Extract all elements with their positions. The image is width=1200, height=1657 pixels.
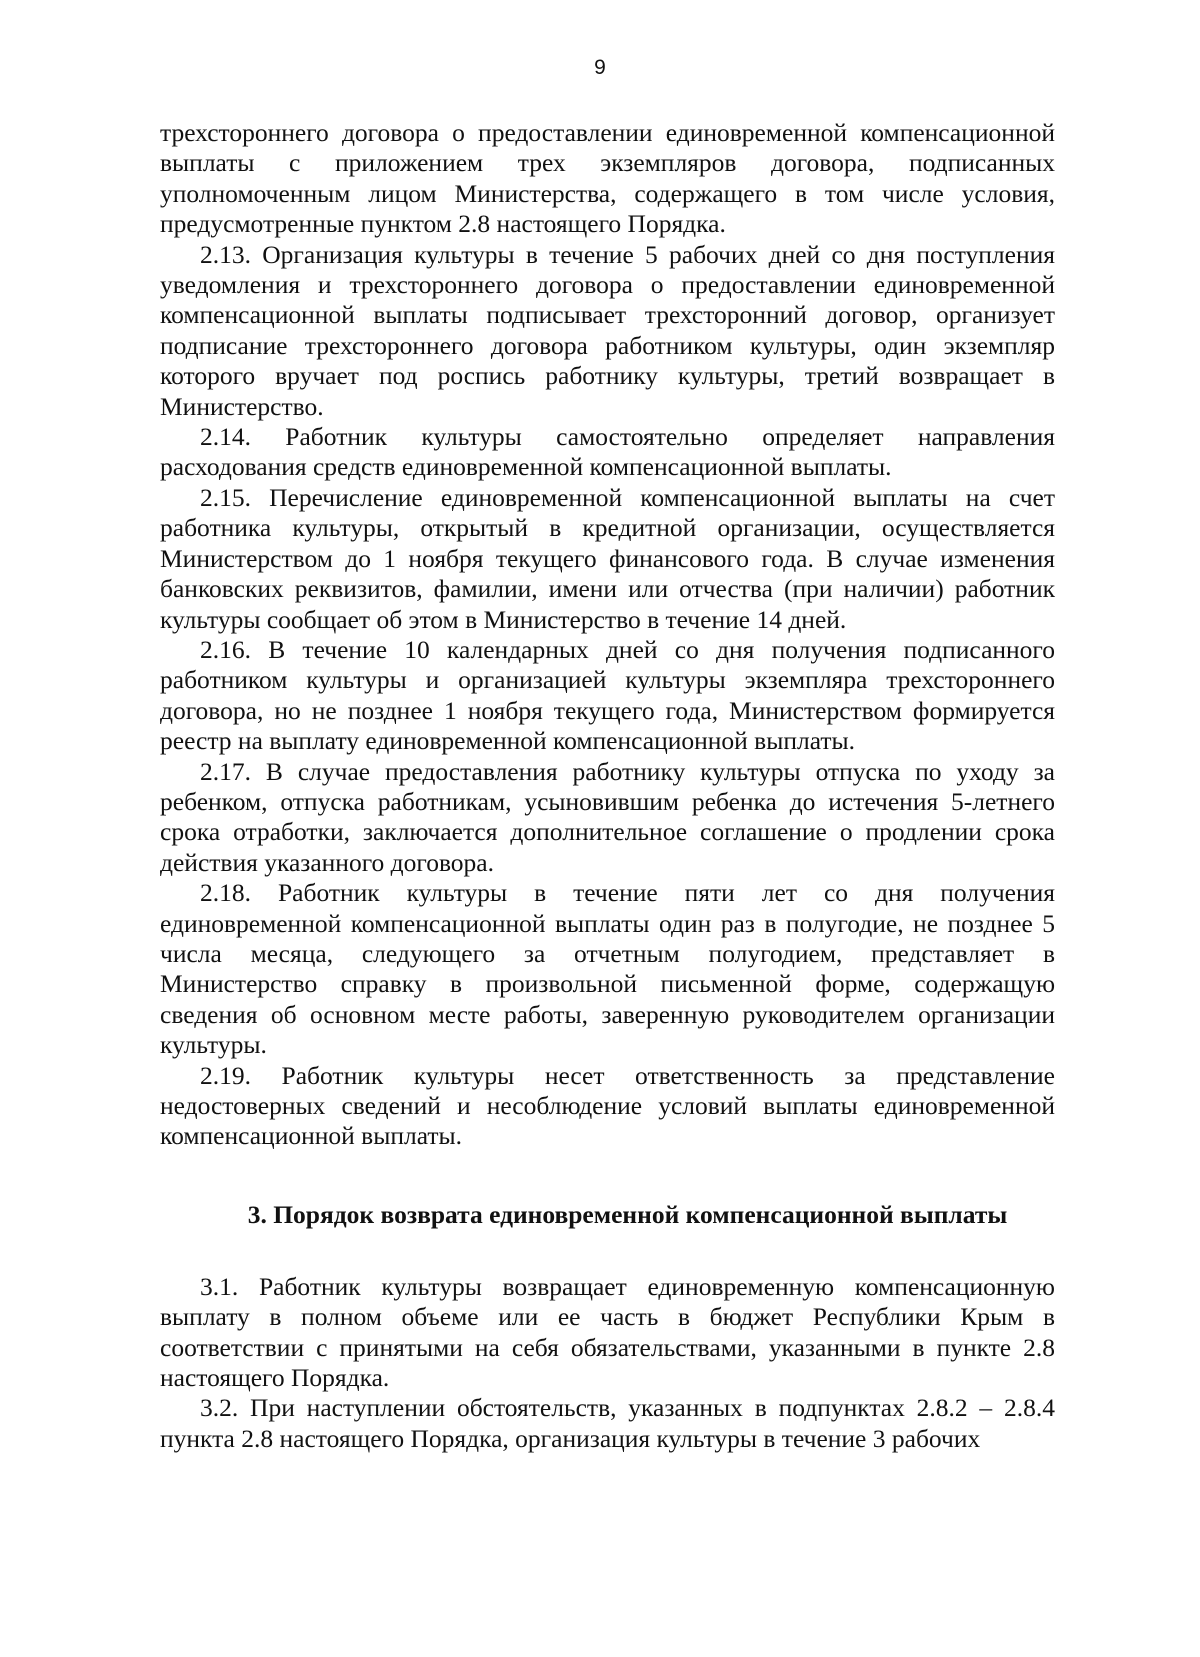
page-number: 9 bbox=[594, 56, 606, 79]
paragraph-3-2: 3.2. При наступлении обстоятельств, указанных в подпунктах 2.8.2 – 2.8.4 пункта 2.8 настоящего Порядка, организация культуры в течение 3 рабочих bbox=[160, 1393, 1055, 1453]
paragraph-2-17: 2.17. В случае предоставления работнику культуры отпуска по уходу за ребенком, отпуска работникам, усыновившим ребенка до истечения 5-летнего срока отработки, заключается дополнительное соглашение о продлении срока действия указанного договора. bbox=[160, 756, 1055, 877]
paragraph-2-19: 2.19. Работник культуры несет ответственность за представление недостоверных сведений и несоблюдение условий выплаты единовременной компенсационной выплаты. bbox=[160, 1060, 1055, 1151]
paragraph-3-1: 3.1. Работник культуры возвращает единовременную компенсационную выплату в полном объеме или ее часть в бюджет Республики Крым в соответствии с принятыми на себя обязательствами, указанными в пункте 2.8 настоящего Порядка. bbox=[160, 1271, 1055, 1393]
paragraph-2-18: 2.18. Работник культуры в течение пяти лет со дня получения единовременной компенсационной выплаты один раз в полугодие, не позднее 5 числа месяца, следующего за отчетным полугодием, представляет в Министерство справку в произвольной письменной форме, содержащую сведения об основном месте работы, заверенную руководителем организации культуры. bbox=[160, 878, 1055, 1060]
document-body bbox=[160, 118, 1055, 1454]
paragraph-2-13: 2.13. Организация культуры в течение 5 рабочих дней со дня поступления уведомления и трехстороннего договора о предоставлении единовременной компенсационной выплаты подписывает трехсторонний договор, организует подписание трехстороннего договора работником культуры, один экземпляр которого вручает под роспись работнику культуры, третий возвращает в Министерство. bbox=[160, 239, 1055, 421]
section-3-title: 3. Порядок возврата единовременной компенсационной выплаты bbox=[247, 1199, 1008, 1229]
paragraph-2-15: 2.15. Перечисление единовременной компенсационной выплаты на счет работника культуры, открытый в кредитной организации, осуществляется Министерством до 1 ноября текущего финансового года. В случае изменения банковских реквизитов, фамилии, имени или отчества (при наличии) работник культуры сообщает об этом в Министерство в течение 14 дней. bbox=[160, 482, 1055, 634]
paragraph-continuation: трехстороннего договора о предоставлении единовременной компенсационной выплаты с приложением трех экземпляров договора, подписанных уполномоченным лицом Министерства, содержащего в том числе условия, предусмотренные пунктом 2.8 настоящего Порядка. bbox=[160, 118, 1055, 239]
paragraph-2-16: 2.16. В течение 10 календарных дней со дня получения подписанного работником культуры и организацией культуры экземпляра трехстороннего договора, но не позднее 1 ноября текущего года, Министерством формируется реестр на выплату единовременной компенсационной выплаты. bbox=[160, 634, 1055, 756]
paragraph-2-14: 2.14. Работник культуры самостоятельно определяет направления расходования средств единовременной компенсационной выплаты. bbox=[160, 422, 1055, 482]
